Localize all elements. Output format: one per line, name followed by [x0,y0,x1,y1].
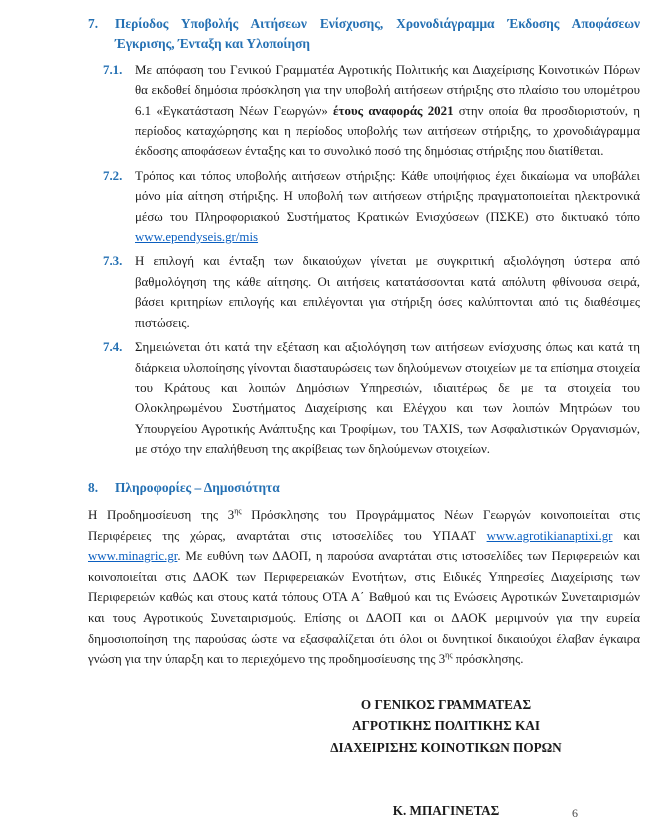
text-segment: Με απόφαση του Γενικού Γραμματέα Αγροτικής Πολιτικής και Διαχείρισης Κοινοτικών Πόρων θα εκδοθεί δημόσια πρόσκληση για την υποβολή αιτήσεων στήριξης στο πλαίσιο του υπομέτρου 6.1 «Εγκατάσταση Νέων Γεωργών» [135,62,640,118]
text-segment: Τρόπος και τόπος υποβολής αιτήσεων στήριξης: Κάθε υποψήφιος έχει δικαίωμα να υποβάλει μόνο μία αίτηση στήριξης. Η υποβολή των αιτήσεων στήριξης πραγματοποιείται ηλεκτρονικά μέσω του Πληροφοριακού Συστήματος Κρατικών Ενισχύσεων (ΠΣΚΕ) στο δικτυακό τόπο [135,168,640,224]
clause-7-2-text [135,166,640,248]
clause-7-1-number: 7.1. [103,62,123,77]
text-segment: Η Προδημοσίευση της 3 [88,507,235,522]
clause-7-3-text [135,251,640,333]
signatory-title-line-3: ΔΙΑΧΕΙΡΙΣΗΣ ΚΟΙΝΟΤΙΚΩΝ ΠΟΡΩΝ [330,739,562,755]
hyperlink[interactable]: www.ependyseis.gr/mis [135,230,259,245]
section-8-heading [88,478,640,498]
text-segment: έτους αναφοράς 2021 [333,103,454,118]
text-segment: Σημειώνεται ότι κατά την εξέταση και αξιολόγηση των αιτήσεων ενίσχυσης όπως και κατά τη διάρκεια υλοποίησης γίνονται διασταυρώσεις των δηλούμενων στοιχείων με τα επίσημα στοιχεία του Κράτους και λοιπών Δημόσιων Υπηρεσιών, ιδιαιτέρως δε με τα στοιχεία του Ολοκληρωμένου Συστήματος Διαχείρισης και Ελέγχου και των λοιπών Μητρώων του Υπουργείου Αγροτικής Ανάπτυξης και Τροφίμων, του TAXIS, των Ασφαλιστικών Οργανισμών, με στόχο την επαλήθευση της ακρίβειας των δηλούμενων στοιχείων. [135,340,640,457]
section-8-number: 8. [88,479,99,495]
text-segment: πρόσκλησης. [452,652,524,667]
text-segment: Η επιλογή και ένταξη των δικαιούχων γίνεται με συγκριτική αξιολόγηση ύστερα από βαθμολόγηση της κάθε αίτησης. Οι αιτήσεις κατατάσσονται κατά απόλυτη φθίνουσα σειρά, βάσει κριτηρίων επιλογής και επιλέγονται για στήριξη όσες καλύπτονται από τις διαθέσιμες πιστώσεις. [135,254,640,330]
section-8 [88,478,640,670]
section-7-number: 7. [88,16,99,31]
section-8-paragraph [88,505,640,670]
signatory-title-line-2: ΑΓΡΟΤΙΚΗΣ ΠΟΛΙΤΙΚΗΣ ΚΑΙ [352,718,540,734]
page-number: 6 [572,806,578,820]
hyperlink[interactable]: www.minagric.gr [88,549,178,564]
clause-7-4 [103,337,640,459]
section-7-title: Περίοδος Υποβολής Αιτήσεων Ενίσχυσης, Χρονοδιάγραμμα Έκδοσης Αποφάσεων Έγκρισης, Ένταξη και Υλοποίηση [115,16,640,52]
text-segment: και [612,528,641,543]
signatory-title-line-1: Ο ΓΕΝΙΚΟΣ ΓΡΑΜΜΑΤΕΑΣ [360,696,532,712]
text-segment: Πρόσκλησης του Προγράμματος Νέων Γεωργών κοινοποιείται στις Περιφέρειες της χώρας, αναρτάται στις ιστοσελίδες του ΥΠΑΑΤ [88,507,640,543]
section-7 [88,14,640,460]
clause-7-3 [103,251,640,333]
clause-7-4-number: 7.4. [103,340,123,355]
clause-7-4-text [135,337,640,459]
signature-block [276,694,616,822]
section-7-heading [88,14,640,55]
clause-7-2-number: 7.2. [103,168,123,183]
clause-7-1-text [135,60,640,162]
text-segment: ης [234,506,242,516]
hyperlink[interactable]: www.agrotikianaptixi.gr [486,528,613,543]
clause-7-1 [103,60,640,162]
clause-7-3-number: 7.3. [103,254,123,269]
document-content [88,14,640,822]
clause-7-2 [103,166,640,248]
signatory-name: Κ. ΜΠΑΓΙΝΕΤΑΣ [392,803,500,819]
section-8-title: Πληροφορίες – Δημοσιότητα [115,479,280,495]
text-segment: . Με ευθύνη των ΔΑΟΠ, η παρούσα αναρτάται στις ιστοσελίδες των Περιφερειών και κοινοποιείται στις ΔΑΟΚ των Περιφερειακών Ενοτήτων, στις Ειδικές Υπηρεσίες Διαχείρισης των Περιφερειών καθώς και στους κατά τόπους ΟΤΑ Α΄ Βαθμού και τις Ενώσεις Αγροτικών Συνεταιρισμών και τους Αγροτικούς Συνεταιρισμούς. Επίσης οι ΔΑΟΠ και οι ΔΑΟΚ μεριμνούν για την ευρεία δημοσιοποίηση της παρούσας ώστε να εξασφαλίζεται ότι όλοι οι δυνητικοί δικαιούχοι έλαβαν έγκαιρα γνώση για την ύπαρξη και το περιεχόμενο της προδημοσίευσης της 3 [88,549,640,667]
text-segment: στην οποία θα προσδιοριστούν, η περίοδος καταχώρησης και η περίοδος υποβολής των αιτήσεων στήριξης, το χρονοδιάγραμμα έκδοσης αποφάσεων ένταξης και το συνολικό ποσό της δημόσιας στήριξης που διατίθεται. [135,103,640,159]
text-segment: ης [445,650,453,660]
